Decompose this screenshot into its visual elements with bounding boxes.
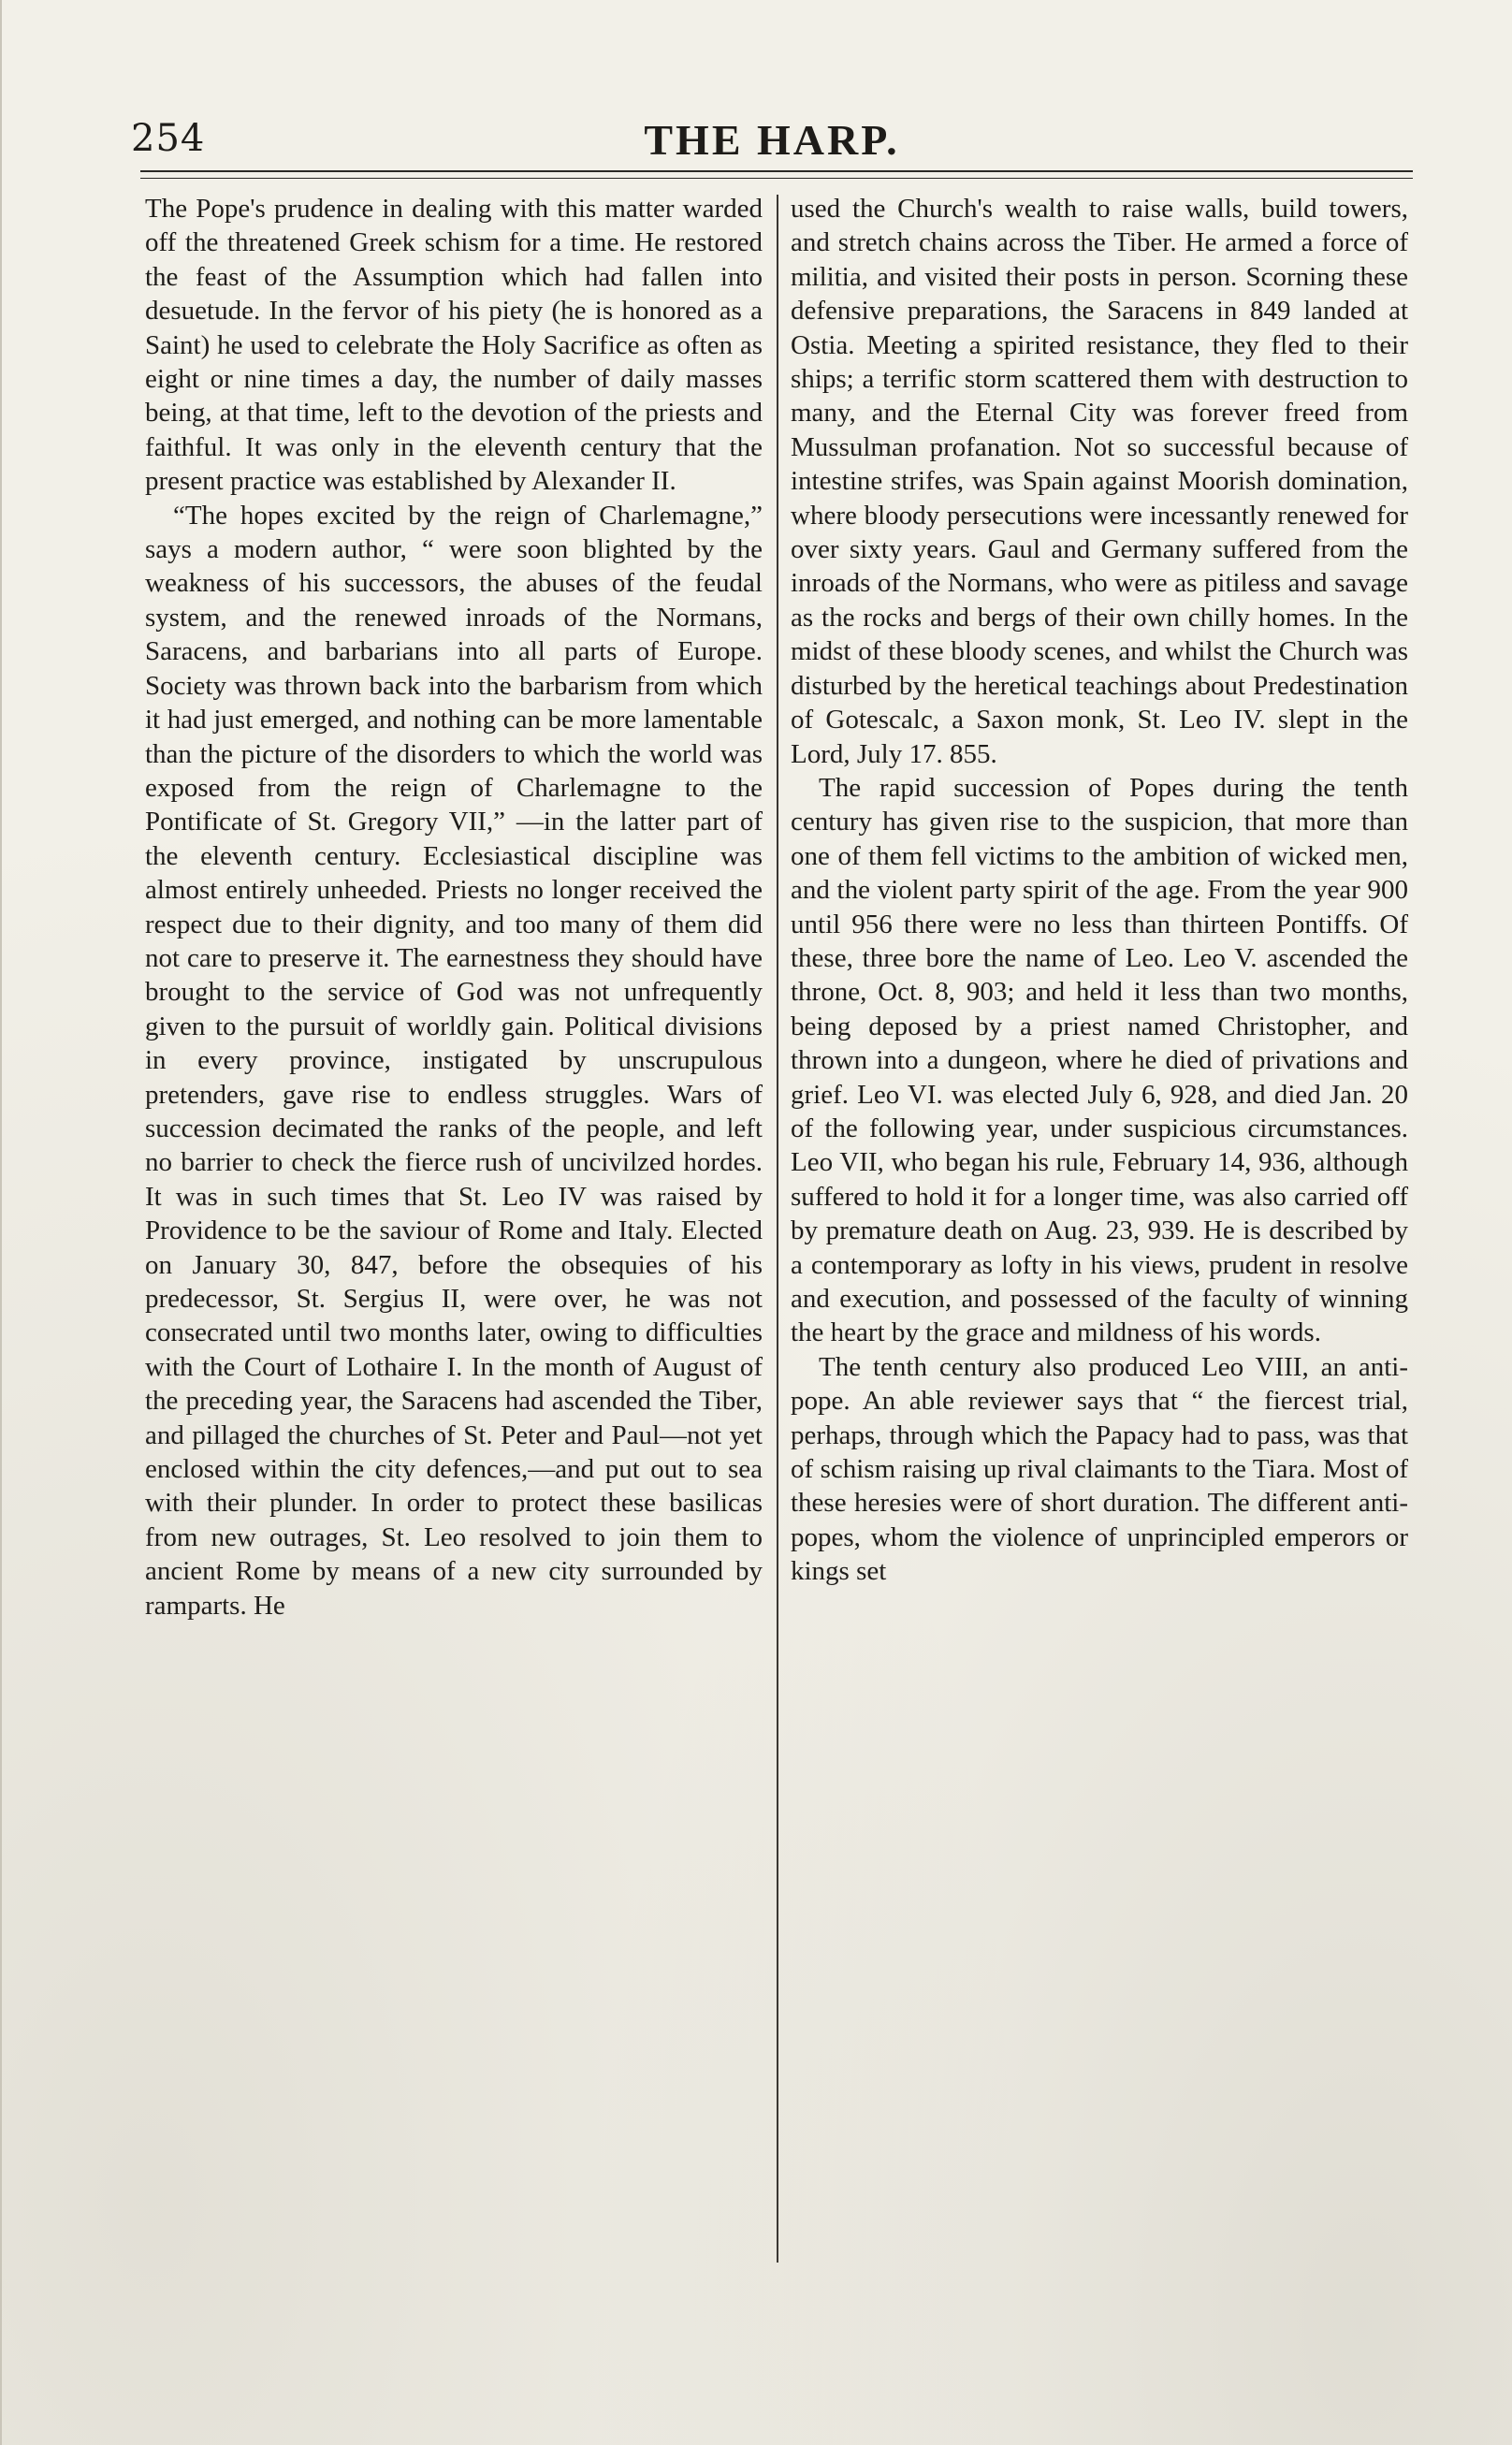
left-paragraph-2: “The hopes excited by the reign of Charlemagne,” says a modern author, “ were soon blighted by the weakness of his successors, the abuses of the feudal system, and the renewed inroads of the Normans, Saracens, and barbarians into all parts of Europe. Society was thrown back into the barbarism from which it had just emerged, and nothing can be more lamentable than the picture of the disorders to which the world was exposed from the reign of Charlemagne to the Pontificate of St. Gregory VII,” —in the latter part of the eleventh century. Ecclesiastical discipline was almost entirely unheeded. Priests no longer received the respect due to their dignity, and too many of them did not care to preserve it. The earnestness they should have brought to the service of God was not unfrequently given to the pursuit of worldly gain. Political divisions in every province, instigated by unscrupulous pretenders, gave rise to endless struggles. Wars of succession decimated the ranks of the people, and left no barrier to check the fierce rush of uncivilzed hordes. It was in such times that St. Leo IV was raised by Providence to be the saviour of Rome and Italy. Elected on January 30, 847, before the obsequies of his predecessor, St. Sergius II, were over, he was not consecrated until two months later, owing to difficulties with the Court of Lothaire I. In the month of August of the preceding year, the Saracens had ascended the Tiber, and pillaged the churches of St. Peter and Paul—not yet enclosed within the city defences,—and put out to sea with their plunder. In order to protect these basilicas from new outrages, St. Leo resolved to join them to ancient Rome by means of a new city surrounded by ramparts. He — [145, 500, 763, 1621]
header-rule — [140, 170, 1413, 172]
column-divider — [777, 195, 778, 2263]
page-number: 254 — [131, 117, 206, 160]
left-column — [145, 192, 763, 1623]
page-edge-line — [0, 0, 2, 2445]
right-paragraph-3: The tenth century also produced Leo VIII, an anti-pope. An able reviewer says that “ the fiercest trial, perhaps, through which the Papacy had to pass, was that of schism raising up rival claimants to the Tiara. Most of these heresies were of short duration. The different anti-popes, whom the violence of unprincipled emperors or kings set — [791, 1351, 1408, 1587]
right-paragraph-1: used the Church's wealth to raise walls, build towers, and stretch chains across the Tiber. He armed a force of militia, and visited their posts in person. Scorning these defensive preparations, the Saracens in 849 landed at Ostia. Meeting a spirited resistance, they fled to their ships; a terrific storm scattered them with destruction to many, and the Eternal City was forever freed from Mussulman profanation. Not so successful because of intestine strifes, was Spain against Moorish domination, where bloody persecutions were incessantly renewed for over sixty years. Gaul and Germany suffered from the inroads of the Normans, who were as pitiless and savage as the rocks and bergs of their own chilly homes. In the midst of these bloody scenes, and whilst the Church was disturbed by the heretical teachings about Predestination of Gotescalc, a Saxon monk, St. Leo IV. slept in the Lord, July 17. 855. — [791, 194, 1408, 769]
running-title: THE HARP. — [644, 116, 900, 164]
header-rule-secondary — [140, 178, 1413, 179]
page-header — [131, 108, 1413, 173]
right-column — [791, 192, 1408, 1589]
left-paragraph-1: The Pope's prudence in dealing with this matter warded off the threatened Greek schism for a time. He restored the feast of the Assumption which had fallen into desuetude. In the fervor of his piety (he is honored as a Saint) he used to celebrate the Holy Sacrifice as often as eight or nine times a day, the number of daily masses being, at that time, left to the devotion of the priests and faithful. It was only in the eleventh century that the present practice was established by Alexander II. — [145, 194, 763, 497]
right-paragraph-2: The rapid succession of Popes during the tenth century has given rise to the suspicion, that more than one of them fell victims to the ambition of wicked men, and the violent party spirit of the age. From the year 900 until 956 there were no less than thirteen Pontiffs. Of these, three bore the name of Leo. Leo V. ascended the throne, Oct. 8, 903; and held it less than two months, being deposed by a priest named Christopher, and thrown into a dungeon, where he died of privations and grief. Leo VI. was elected July 6, 928, and died Jan. 20 of the following year, under suspicious circumstances. Leo VII, who began his rule, February 14, 936, although suffered to hold it for a longer time, was also carried off by premature death on Aug. 23, 939. He is described by a contemporary as lofty in his views, prudent in resolve and execution, and possessed of the faculty of winning the heart by the grace and mildness of his words. — [791, 772, 1408, 1348]
